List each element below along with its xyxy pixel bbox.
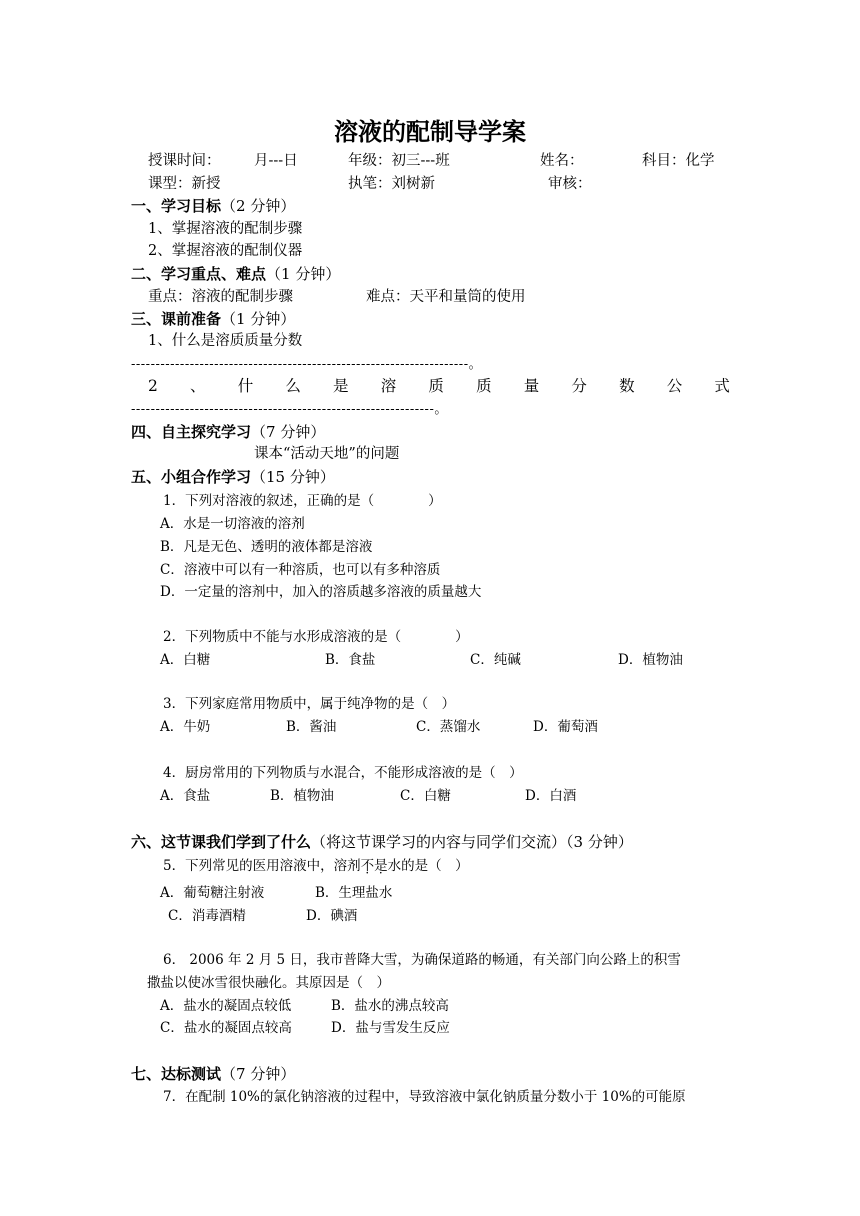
section-3-title: 三、课前准备	[131, 310, 222, 328]
section-3-heading	[131, 309, 295, 329]
question-1-stem: 1．下列对溶液的叙述，正确的是（ ）	[163, 493, 442, 509]
question-2-option-b: B．食盐	[325, 652, 376, 668]
question-6-option-d: D．盐与雪发生反应	[331, 1020, 450, 1036]
section-2-heading	[131, 264, 340, 284]
question-5-stem	[163, 856, 469, 876]
section-5-time: （15 分钟）	[251, 468, 335, 486]
question-3-option-c: C．蒸馏水	[416, 719, 481, 735]
question-5-option-a: A．葡萄糖注射液	[160, 885, 265, 901]
question-5-option-d: D．碘酒	[306, 908, 358, 924]
question-2-option-c: C．纯碱	[470, 652, 521, 668]
question-2-stem: 2．下列物质中不能与水形成溶液的是（ ）	[163, 629, 469, 645]
section-2-time: （1 分钟）	[266, 265, 341, 283]
question-5-option-b: B．生理盐水	[315, 885, 393, 901]
section-4-heading	[131, 422, 325, 442]
objective-item: 2、掌握溶液的配制仪器	[148, 243, 303, 259]
header-author: 执笔：刘树新	[348, 176, 435, 192]
question-1-option-d: D．一定量的溶剂中，加入的溶质越多溶液的质量越大	[160, 584, 482, 600]
question-4-option-b: B．植物油	[270, 788, 334, 804]
prep-question-2-char: 式	[714, 377, 730, 395]
prep-question-2-char: 公	[666, 377, 683, 395]
header-review: 审核：	[548, 176, 592, 192]
section-6-heading	[131, 832, 633, 852]
prep-question-2-char: 什	[237, 377, 254, 395]
question-5-option-c: C．消毒酒精	[168, 908, 246, 924]
question-6-stem-line2: 撒盐以使冰雪很快融化。其原因是（ ）	[147, 975, 390, 991]
section-7-heading	[131, 1064, 295, 1084]
difficulty-point: 难点：天平和量筒的使用	[366, 289, 526, 305]
emphasis-mark: 是	[374, 858, 388, 874]
prep-question-2-char: 是	[333, 377, 349, 395]
question-6-option-c: C．盐水的凝固点较高	[160, 1020, 292, 1036]
question-3-stem: 3．下列家庭常用物质中，属于纯净物的是（ ）	[163, 696, 456, 712]
document-title: 溶液的配制导学案	[334, 118, 526, 146]
section-2-title: 二、学习重点、难点	[131, 265, 267, 283]
prep-question-2-char: 、	[190, 377, 206, 395]
question-2-option-a: A．白糖	[160, 652, 211, 668]
question-4-option-d: D．白酒	[525, 788, 577, 804]
header-date: 月---日	[254, 153, 298, 169]
prep-question-1: 1、什么是溶质质量分数	[148, 333, 303, 349]
answer-line-2: --------------------------------------------------------------。	[131, 402, 448, 417]
header-type: 课型：新授	[148, 176, 221, 192]
question-4-option-a: A．食盐	[160, 788, 211, 804]
emphasis-mark: 不	[360, 858, 375, 874]
header-grade: 年级：初三---班	[348, 153, 450, 169]
question-6-stem-line1: 6． 2006 年 2 月 5 日，我市普降大雪，为确保道路的畅通，有关部门向公路上的积雪	[163, 952, 681, 968]
question-3-option-a: A．牛奶	[160, 719, 211, 735]
question-4-stem: 4．厨房常用的下列物质与水混合，不能形成溶液的是（ ）	[163, 765, 523, 781]
question-6-option-b: B．盐水的沸点较高	[331, 998, 449, 1014]
section-5-heading	[131, 467, 335, 487]
prep-question-2-char: 么	[285, 377, 301, 395]
section-1-title: 一、学习目标	[131, 197, 222, 215]
prep-question-2-char: 溶	[380, 377, 397, 395]
header-time-label: 授课时间：	[148, 153, 221, 169]
objective-item: 1、掌握溶液的配制步骤	[148, 221, 303, 237]
section-4-title: 四、自主探究学习	[131, 423, 252, 441]
header-name: 姓名：	[540, 153, 584, 169]
section-4-time: （7 分钟）	[251, 423, 326, 441]
question-6-option-a: A．盐水的凝固点较低	[160, 998, 292, 1014]
question-5-stem-text: 水的是（ ）	[387, 858, 469, 874]
answer-line-1: ---------------------------------------------------------------------。	[131, 357, 483, 372]
section-7-time: （7 分钟）	[221, 1065, 296, 1083]
question-2-option-d: D．植物油	[618, 652, 683, 668]
prep-question-2-char: 数	[619, 377, 635, 395]
section-5-title: 五、小组合作学习	[131, 468, 252, 486]
prep-question-2-char: 量	[523, 377, 540, 395]
section-3-time: （1 分钟）	[221, 310, 296, 328]
header-subject: 科目：化学	[642, 153, 715, 169]
prep-question-2	[148, 376, 730, 396]
question-1-option-a: A．水是一切溶液的溶剂	[160, 516, 305, 532]
prep-question-2-char: 质	[428, 377, 444, 395]
section-6-title: 六、这节课我们学到了什么	[131, 833, 312, 851]
prep-question-2-char: 分	[571, 377, 587, 395]
question-3-option-b: B．酱油	[286, 719, 337, 735]
key-point: 重点：溶液的配制步骤	[148, 289, 293, 305]
section-7-title: 七、达标测试	[131, 1065, 222, 1083]
question-1-option-b: B．凡是无色、透明的液体都是溶液	[160, 539, 373, 555]
question-7-stem-line1: 7．在配制 10%的氯化钠溶液的过程中，导致溶液中氯化钠质量分数小于 10%的可能原	[163, 1089, 686, 1105]
prep-question-2-char: 质	[476, 377, 492, 395]
question-5-stem-text: 5．下列常见的医用溶液中，溶剂	[163, 858, 361, 874]
prep-question-2-char: 2	[148, 377, 158, 395]
question-3-option-d: D．葡萄酒	[533, 719, 598, 735]
section-6-note: （将这节课学习的内容与同学们交流）（3 分钟）	[311, 833, 633, 851]
section-1-heading	[131, 196, 295, 216]
question-4-option-c: C．白糖	[400, 788, 451, 804]
question-1-option-c: C．溶液中可以有一种溶质，也可以有多种溶质	[160, 562, 441, 578]
section-1-time: （2 分钟）	[221, 197, 296, 215]
self-study-task: 课本“活动天地”的问题	[254, 446, 400, 462]
